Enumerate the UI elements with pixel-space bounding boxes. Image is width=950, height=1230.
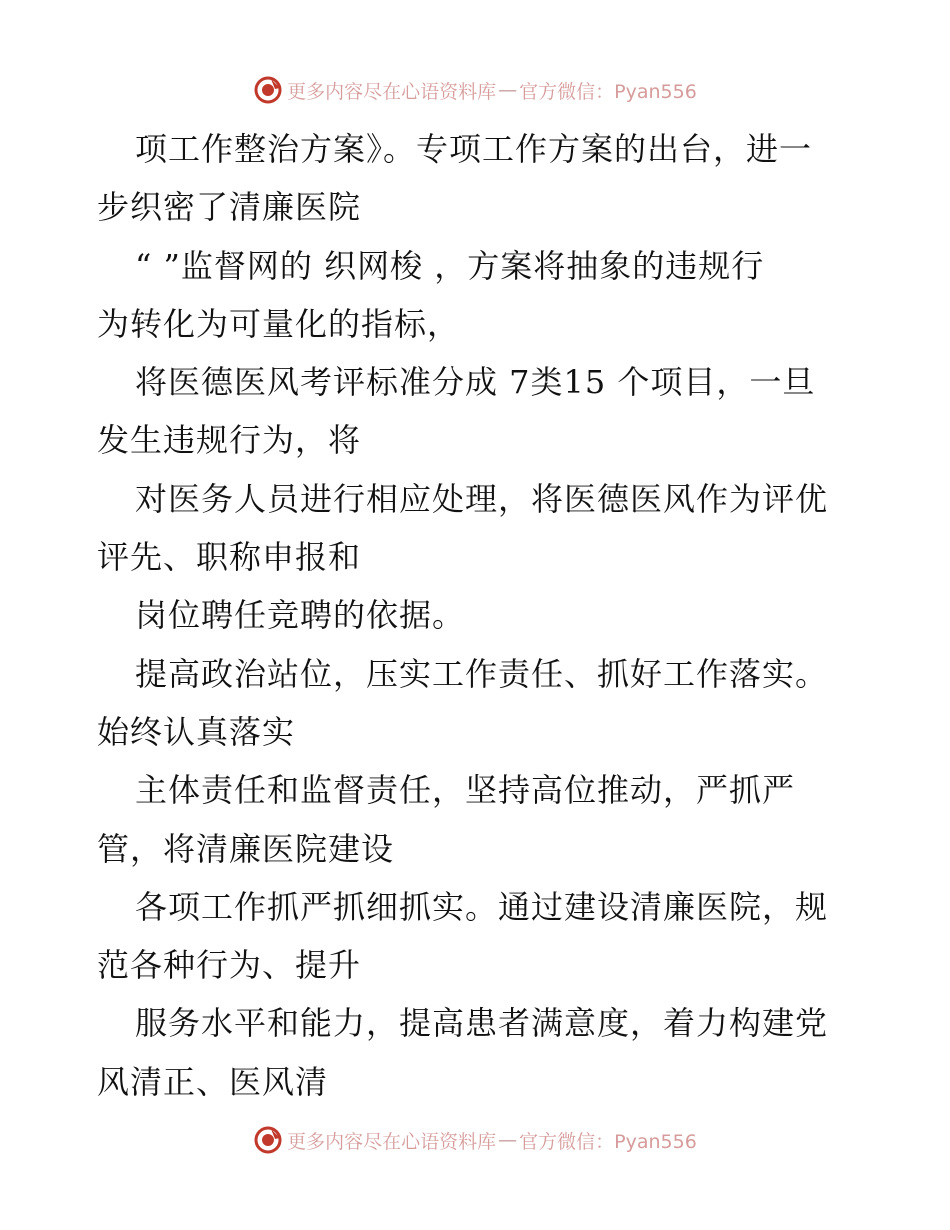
body-line: 主体责任和监督责任，坚持高位推动，严抓严 <box>135 771 796 810</box>
body-line: 提高政治站位，压实工作责任、抓好工作落实。 <box>135 654 829 693</box>
body-line: 范各种行为、提升 <box>97 946 362 985</box>
body-line: 风清正、医风清 <box>97 1062 329 1101</box>
body-line: 对医务人员进行相应处理，将医德医风作为评优 <box>135 479 829 518</box>
body-line: 评先、职称申报和 <box>97 538 362 577</box>
watermark-contact: 官方微信：Pyan556 <box>519 1130 697 1153</box>
logo-icon <box>253 75 283 105</box>
watermark-text: 更多内容尽在心语资料库 <box>287 80 497 103</box>
body-line: 将医德医风考评标准分成 7类15 个项目，一旦 <box>135 363 816 402</box>
body-line: 各项工作抓严抓细抓实。通过建设清廉医院，规 <box>135 887 829 926</box>
header-watermark <box>0 70 950 110</box>
body-line: 步织密了清廉医院 <box>97 188 362 227</box>
watermark-dash: — <box>498 1129 518 1151</box>
body-line: “ ”监督网的 织网梭 ，方案将抽象的违规行 <box>135 246 765 285</box>
watermark-contact: 官方微信：Pyan556 <box>519 80 697 103</box>
body-line: 管，将清廉医院建设 <box>97 829 395 868</box>
watermark-dash: — <box>498 79 518 101</box>
footer-watermark <box>0 1120 950 1160</box>
document-body <box>97 120 857 1111</box>
watermark-text: 更多内容尽在心语资料库 <box>287 1130 497 1153</box>
body-line: 岗位聘任竞聘的依据。 <box>135 596 466 635</box>
body-line: 项工作整治方案》。专项工作方案的出台，进一 <box>135 130 813 168</box>
body-line: 始终认真落实 <box>97 712 296 751</box>
body-line: 发生违规行为，将 <box>97 421 362 460</box>
logo-icon <box>253 1125 283 1155</box>
body-line: 服务水平和能力，提高患者满意度，着力构建党 <box>135 1004 829 1043</box>
body-line: 为转化为可量化的指标， <box>97 304 461 343</box>
